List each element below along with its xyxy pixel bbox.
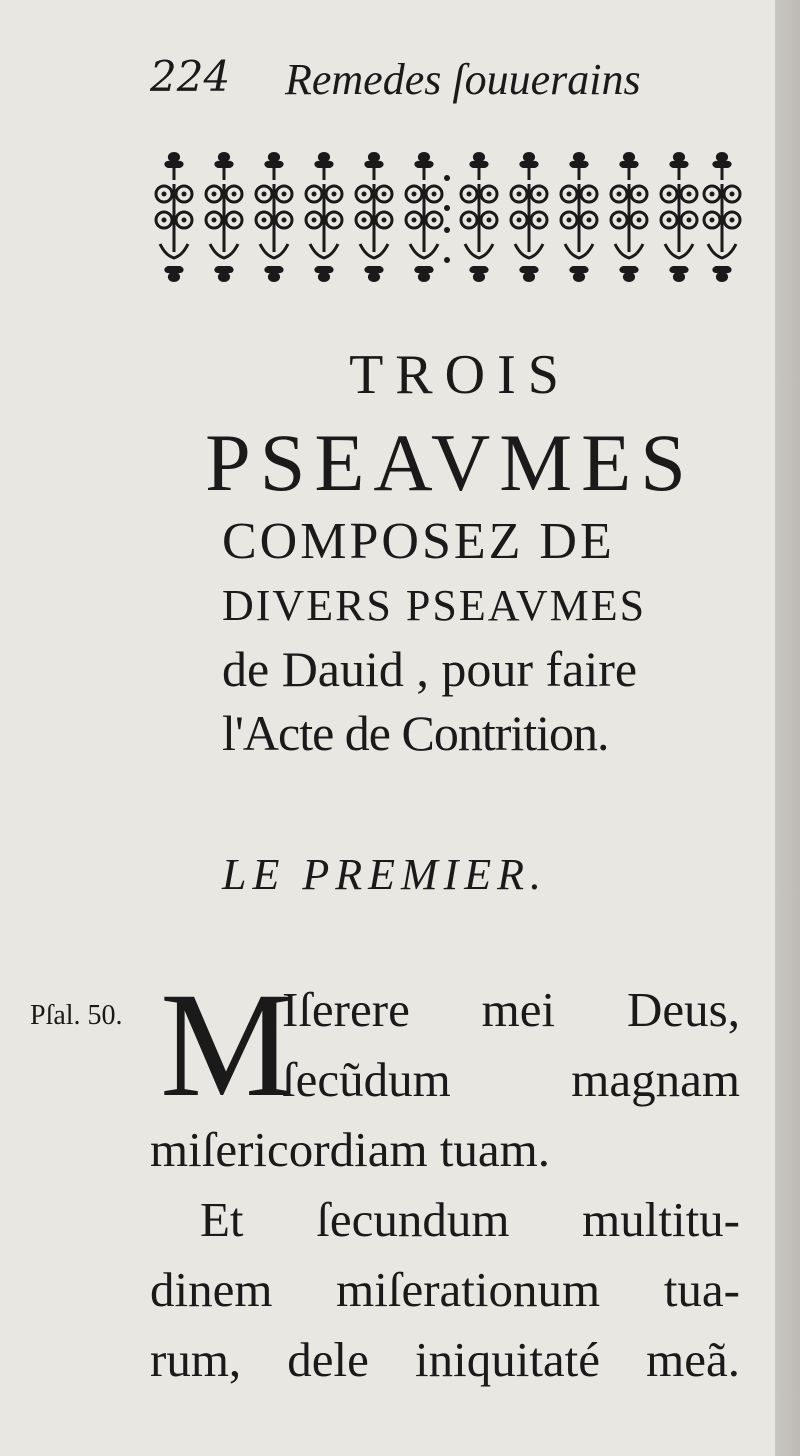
psalm-line: Iſerere mei Deus, [282, 982, 740, 1037]
drop-cap: M [160, 962, 294, 1128]
page-number: 224 [150, 52, 231, 101]
ornament-band-svg [152, 148, 742, 288]
psalm-text [150, 975, 740, 1395]
margin-note: Pſal. 50. [30, 1000, 123, 1031]
title-line-dauid: de Dauid , pour faire [222, 641, 638, 697]
title-block [150, 335, 750, 765]
ornament-band [152, 148, 742, 288]
psalm-line: Et ſecundum multitu- [200, 1192, 740, 1247]
psalm-line: miſericordiam tuam. [150, 1122, 551, 1177]
psalm-line: ſecũdum magnam [282, 1052, 740, 1107]
running-title: Remedes ſouuerains [285, 55, 641, 104]
title-line-pseaumes: PSEAVMES [205, 417, 695, 508]
running-head [150, 42, 710, 102]
title-line-composez: COMPOSEZ DE [222, 513, 615, 570]
title-line-trois: TROIS [349, 344, 571, 406]
psalm-line: rum, dele iniquitaté meã. [150, 1332, 740, 1387]
section-heading: LE PREMIER. [222, 850, 548, 899]
page-gutter-shadow [775, 0, 800, 1456]
title-line-acte: l'Acte de Contrition. [222, 705, 609, 761]
title-line-divers: DIVERS PSEAVMES [222, 581, 647, 630]
psalm-line: dinem miſerationum tua- [150, 1262, 740, 1317]
